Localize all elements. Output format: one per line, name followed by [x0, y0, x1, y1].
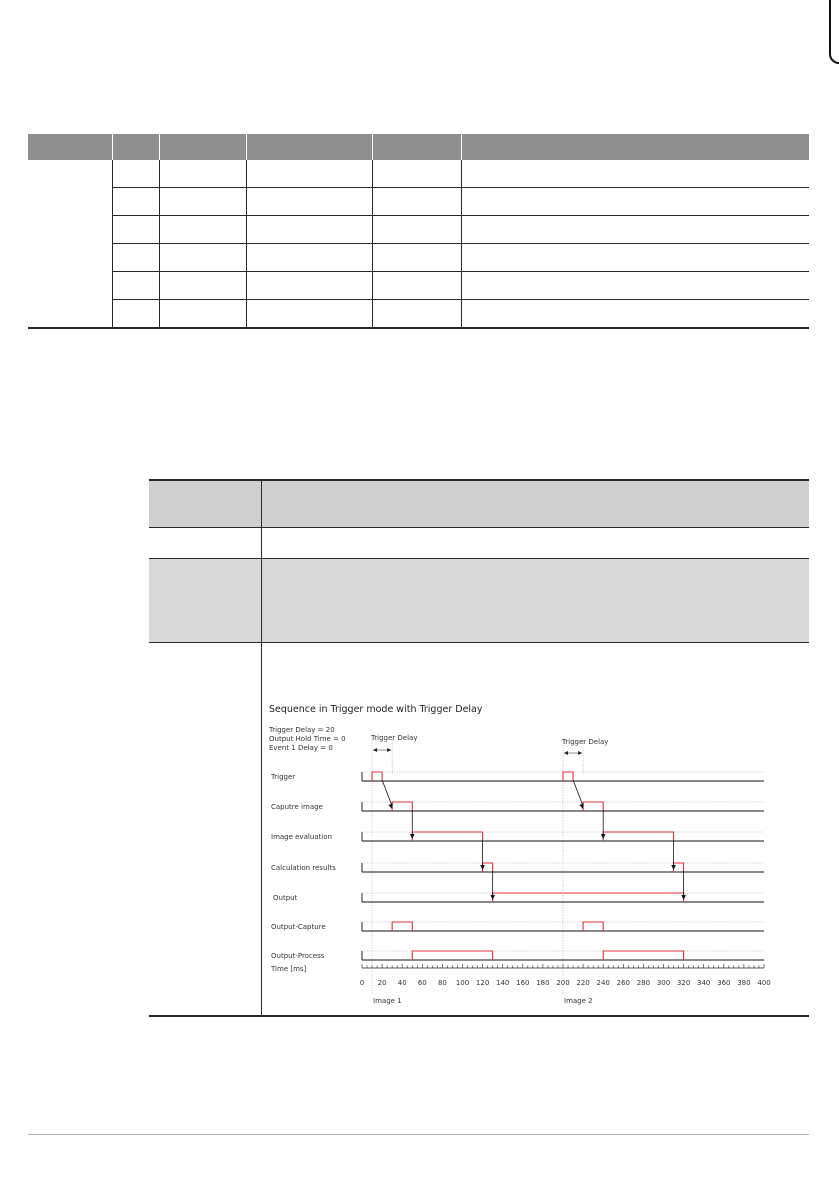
sequence-arrowhead	[671, 865, 676, 870]
table-cell	[373, 216, 462, 244]
header-cell	[462, 134, 810, 160]
diagram-param: Event 1 Delay = 0	[269, 744, 333, 752]
time-tick-label: 160	[516, 979, 530, 987]
timing-diagram	[268, 696, 780, 1014]
time-axis	[270, 964, 771, 1005]
table-row	[28, 244, 809, 272]
signal-pulse	[603, 832, 673, 841]
table-cell	[160, 160, 247, 188]
time-tick-label: 380	[737, 979, 751, 987]
signal-rows	[270, 772, 764, 960]
signal-pulse	[412, 832, 482, 841]
delay-arrow-right	[387, 748, 391, 752]
image-label: Image 2	[564, 997, 593, 1005]
diagram-param: Trigger Delay = 20	[269, 726, 335, 734]
table-cell	[160, 188, 247, 216]
footer-rule	[28, 1134, 809, 1135]
table-cell	[462, 244, 810, 272]
signal-pulse	[392, 802, 412, 811]
table-row	[28, 188, 809, 216]
time-tick-label: 0	[359, 979, 365, 987]
sequence-arrowhead	[490, 895, 495, 900]
key-cell	[149, 480, 262, 528]
sequence-arrowhead	[480, 865, 485, 870]
time-tick-label: 220	[576, 979, 590, 987]
time-tick-label: 260	[616, 979, 630, 987]
table-cell	[160, 300, 247, 329]
header-cell	[113, 134, 160, 160]
table-cell	[373, 160, 462, 188]
table-cell	[160, 272, 247, 300]
time-tick-label: 400	[757, 979, 771, 987]
time-tick-label: 300	[656, 979, 671, 987]
signal-label: Output-Capture	[271, 923, 326, 931]
table-cell	[113, 188, 160, 216]
signal-label: Output-Process	[271, 952, 325, 960]
signal-pulse	[583, 922, 603, 931]
table-cell	[247, 244, 373, 272]
key-cell	[149, 528, 262, 559]
page-edge-mark	[829, 0, 839, 64]
table-cell	[462, 216, 810, 244]
signal-pulse	[493, 893, 684, 902]
table-cell	[373, 244, 462, 272]
header-cell	[28, 134, 113, 160]
delay-arrow-right	[578, 751, 582, 755]
table-cell	[247, 272, 373, 300]
table-header-row	[28, 134, 809, 160]
signal-pulse	[483, 863, 493, 872]
diagram-title: Sequence in Trigger mode with Trigger Delay	[269, 704, 483, 715]
time-tick-label: 180	[536, 979, 550, 987]
table-cell	[113, 160, 160, 188]
header-cell	[373, 134, 462, 160]
table-cell	[247, 160, 373, 188]
table-cell	[373, 300, 462, 329]
time-tick-label: 280	[636, 979, 651, 987]
description-header-row	[149, 480, 809, 528]
signal-label: Image evaluation	[271, 833, 332, 841]
description-row	[149, 528, 809, 559]
delay-arrow-left	[564, 751, 568, 755]
signal-label: Calculation results	[271, 864, 336, 872]
signal-pulse	[674, 863, 684, 872]
key-cell	[149, 559, 262, 643]
table-cell	[113, 300, 160, 329]
table-cell	[113, 272, 160, 300]
value-cell	[262, 559, 810, 643]
table-cell	[247, 216, 373, 244]
time-axis-label: Time [ms]	[271, 965, 307, 973]
value-cell	[262, 480, 810, 528]
group-cell	[28, 160, 113, 328]
table-row	[28, 160, 809, 188]
time-tick-label: 100	[455, 979, 470, 987]
time-tick-label: 360	[717, 979, 731, 987]
sequence-arrowhead	[410, 834, 415, 839]
delay-label: Trigger Delay	[371, 734, 418, 742]
time-tick-label: 120	[475, 979, 490, 987]
time-tick-label: 140	[496, 979, 510, 987]
time-tick-label: 240	[596, 979, 610, 987]
table-cell	[373, 272, 462, 300]
table-cell	[113, 216, 160, 244]
table-cell	[462, 300, 810, 329]
table-cell	[462, 160, 810, 188]
sequence-arrowhead	[681, 895, 686, 900]
table-cell	[247, 300, 373, 329]
table-cell	[373, 188, 462, 216]
signal-label: Output	[273, 894, 298, 902]
sequence-arrows	[382, 780, 686, 900]
signal-pulse	[412, 951, 492, 960]
time-tick-label: 340	[697, 979, 711, 987]
signal-pulse	[603, 951, 683, 960]
key-cell	[149, 643, 262, 1017]
header-cell	[247, 134, 373, 160]
signal-pulse	[392, 922, 412, 931]
header-cell	[160, 134, 247, 160]
table-cell	[113, 244, 160, 272]
diagram-params	[268, 726, 346, 752]
table-cell	[160, 244, 247, 272]
time-tick-label: 40	[397, 979, 407, 987]
time-tick-label: 80	[437, 979, 447, 987]
signal-pulse	[583, 802, 603, 811]
delay-label: Trigger Delay	[562, 738, 609, 746]
time-tick-label: 20	[377, 979, 387, 987]
table-row	[28, 216, 809, 244]
time-tick-label: 320	[676, 979, 691, 987]
table-row	[28, 272, 809, 300]
signal-label: Caputre image	[271, 803, 323, 811]
table-row	[28, 300, 809, 329]
table-cell	[462, 188, 810, 216]
diagram-param: Output Hold Time = 0	[269, 735, 346, 743]
sequence-arrowhead	[388, 804, 392, 809]
delay-arrow-left	[373, 748, 377, 752]
signal-label: Trigger	[271, 773, 296, 781]
time-tick-label: 200	[556, 979, 570, 987]
value-cell	[262, 528, 810, 559]
table-cell	[160, 216, 247, 244]
sequence-arrowhead	[601, 834, 606, 839]
sequence-arrowhead	[579, 804, 583, 809]
signal-pulse	[563, 772, 573, 781]
table-cell	[247, 188, 373, 216]
image-label: Image 1	[373, 997, 402, 1005]
description-row	[149, 559, 809, 643]
parameter-table	[28, 134, 809, 329]
table-cell	[462, 272, 810, 300]
signal-pulse	[372, 772, 382, 781]
time-tick-label: 60	[417, 979, 427, 987]
